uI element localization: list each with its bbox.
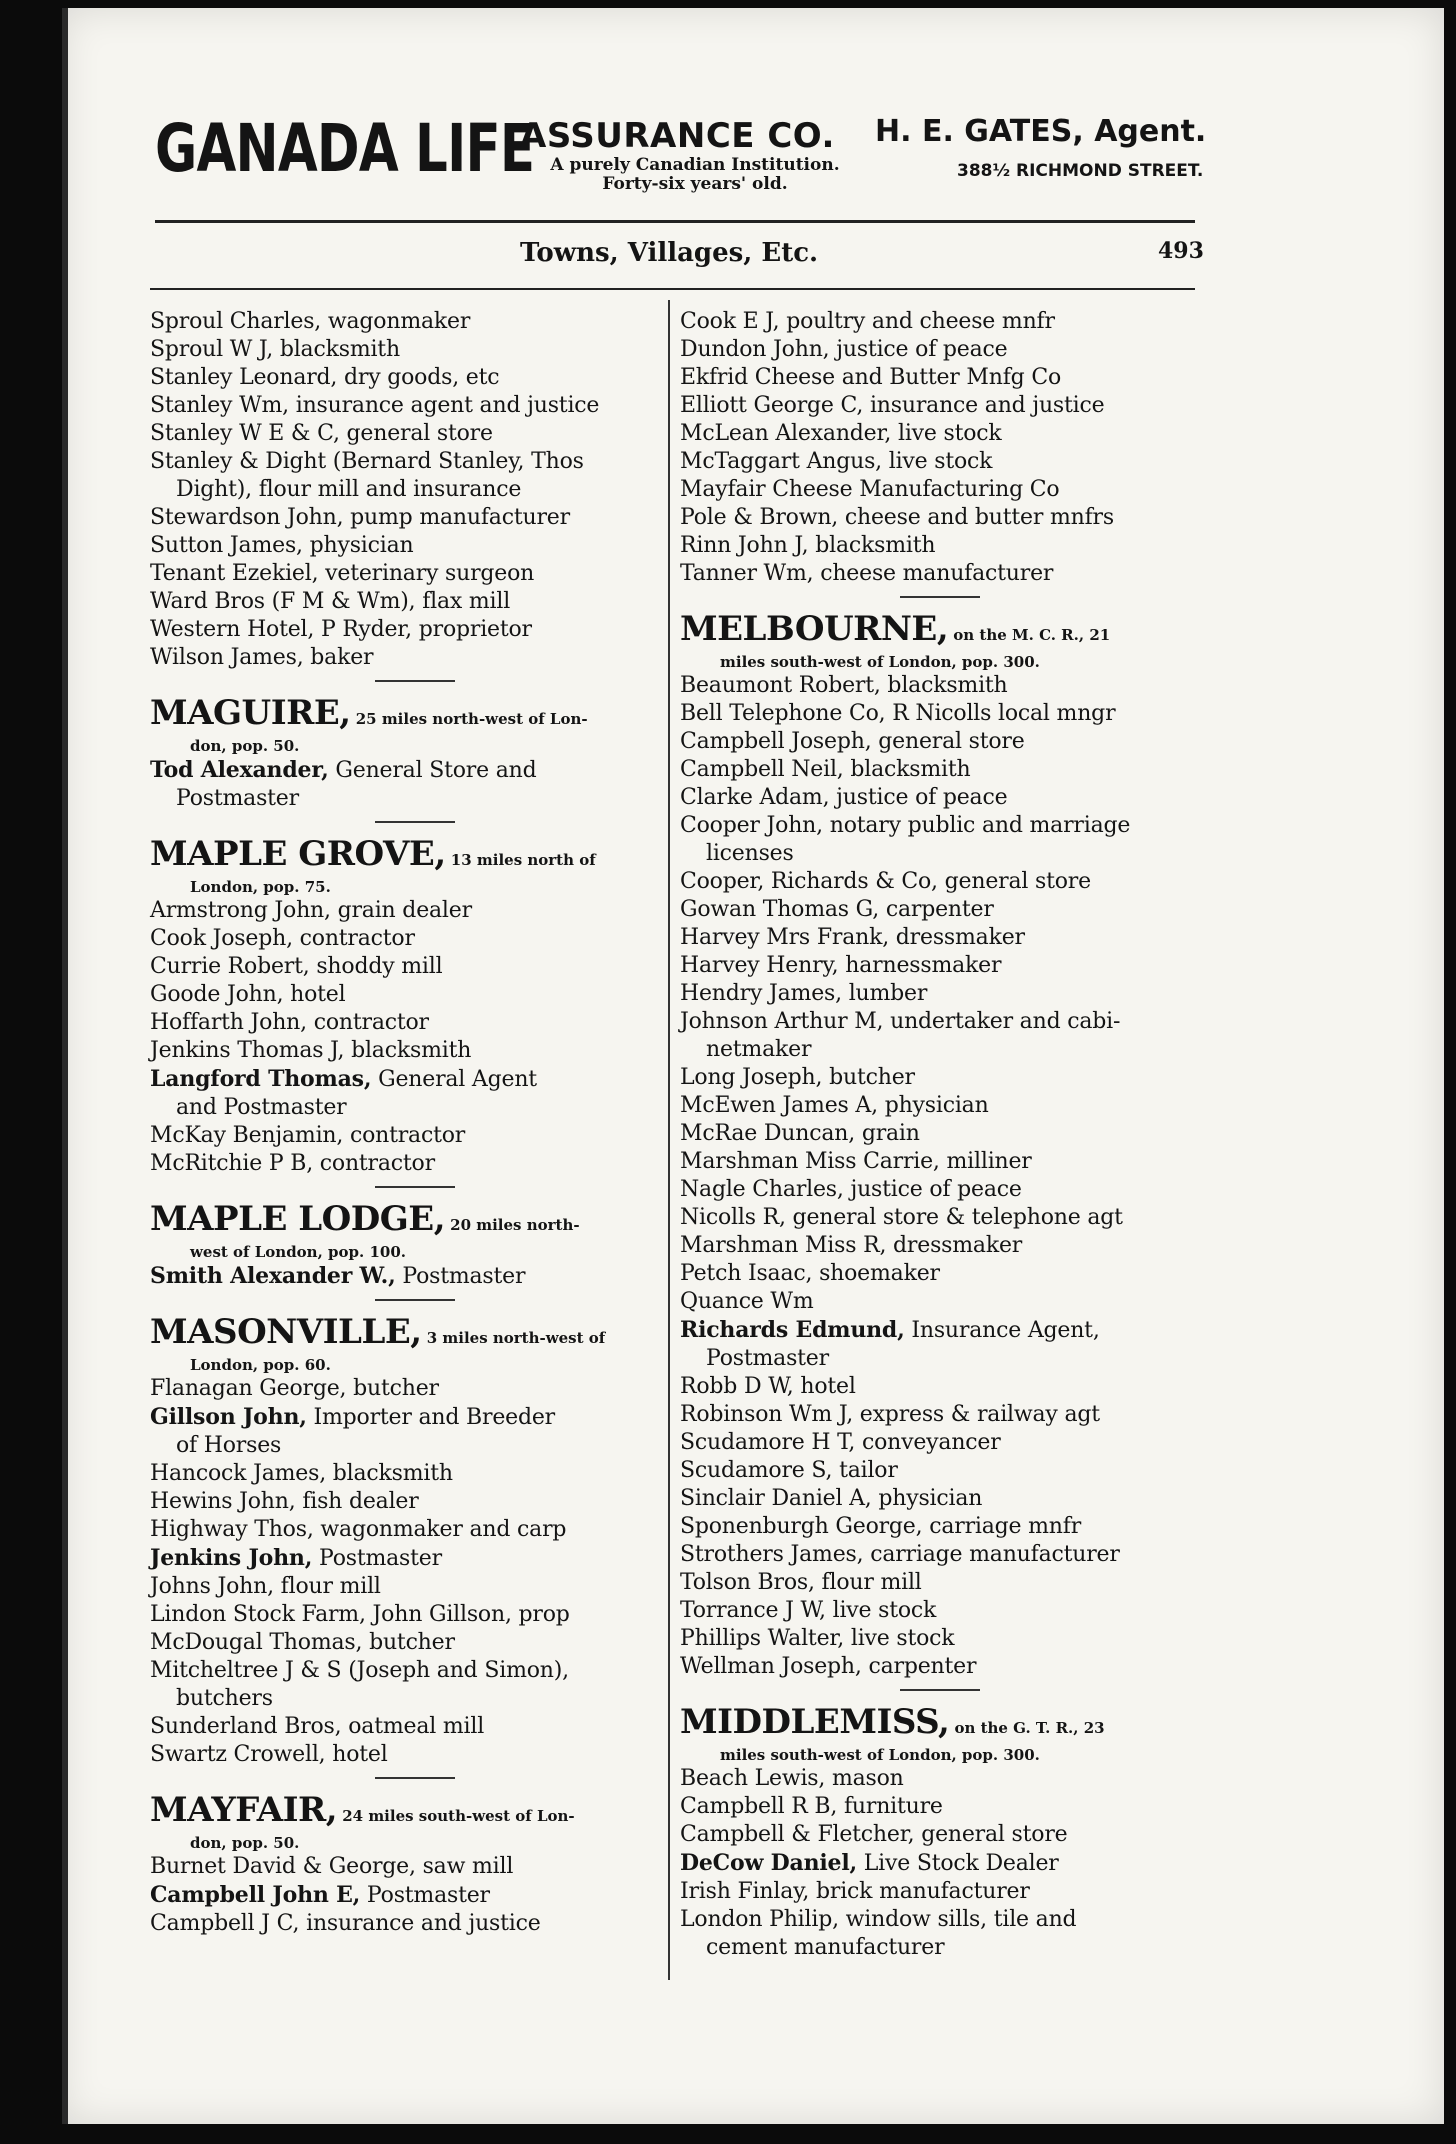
ad-company: ASSURANCE CO. [520,116,835,156]
ad-tagline-2: Forty-six years' old. [602,174,788,194]
town-description: 20 miles north- [450,1216,580,1234]
entry-text: General Agent [371,1067,537,1092]
list-item: Quance Wm [680,1289,814,1314]
town-description: 3 miles north-west of [426,1329,606,1347]
list-item: Marshman Miss R, dressmaker [680,1233,1023,1258]
list-item: McRitchie P B, contractor [150,1151,435,1176]
list-item: Hendry James, lumber [680,981,928,1006]
town-heading-mayfair [150,1790,680,1853]
town-heading-maple-lodge [150,1199,680,1262]
town-description: 25 miles north-west of Lon- [355,710,588,728]
list-item: Lindon Stock Farm, John Gillson, prop [150,1602,570,1627]
list-item: Robinson Wm J, express & railway agt [680,1402,1100,1427]
list-item: Dundon John, justice of peace [680,337,1008,362]
list-item: Clarke Adam, justice of peace [680,785,1008,810]
entry-text: Live Stock Dealer [856,1851,1059,1876]
section-rule [150,288,1195,290]
town-heading-maple-grove [150,834,680,897]
list-item: Beach Lewis, mason [680,1766,904,1791]
list-item: Phillips Walter, live stock [680,1626,955,1651]
list-item: Wilson James, baker [150,645,374,670]
list-item: McKay Benjamin, contractor [150,1123,466,1148]
town-description: on the M. C. R., 21 [953,626,1111,644]
list-item: Elliott George C, insurance and justice [680,393,1105,418]
entry-text: Insurance Agent, [904,1318,1100,1343]
list-item: Marshman Miss Carrie, milliner [680,1149,1032,1174]
list-item: Flanagan George, butcher [150,1376,439,1401]
list-item: Ekfrid Cheese and Butter Mnfg Co [680,365,1062,390]
list-item: Wellman Joseph, carpenter [680,1654,977,1679]
entry-name: Campbell John E, [150,1882,361,1908]
list-item [150,1262,680,1291]
town-name: MELBOURNE, [680,609,949,649]
entry-text: Postmaster [312,1546,442,1571]
entry-name: DeCow Daniel, [680,1850,857,1876]
town-heading-maguire [150,693,680,756]
list-item: London Philip, window sills, tile and [680,1907,1077,1932]
town-description-cont: don, pop. 50. [190,1834,300,1852]
list-item [150,1403,680,1432]
list-item: Cooper John, notary public and marriage [680,813,1131,838]
list-item [150,1544,680,1573]
separator [375,1186,455,1188]
list-item: Mitcheltree J & S (Joseph and Simon), [150,1658,569,1683]
list-item: Harvey Mrs Frank, dressmaker [680,925,1025,950]
list-item: Scudamore H T, conveyancer [680,1430,1001,1455]
page-number: 493 [1158,238,1204,264]
town-heading-masonville [150,1312,680,1375]
list-item [680,1316,1200,1345]
list-item: McTaggart Angus, live stock [680,449,993,474]
list-item: Stanley & Dight (Bernard Stanley, Thos [150,449,584,474]
list-item: Ward Bros (F M & Wm), flax mill [150,589,511,614]
running-head: Towns, Villages, Etc. [520,238,819,268]
list-item [150,756,680,785]
list-item: Scudamore S, tailor [680,1458,898,1483]
separator [375,680,455,682]
list-item: McEwen James A, physician [680,1093,989,1118]
list-item-cont: and Postmaster [176,1095,347,1120]
list-item: Campbell Joseph, general store [680,729,1025,754]
list-item: Campbell & Fletcher, general store [680,1822,1068,1847]
entry-name: Smith Alexander W., [150,1263,396,1289]
ad-agent-block [875,114,1215,181]
list-item: Sutton James, physician [150,533,414,558]
list-item: Cooper, Richards & Co, general store [680,869,1091,894]
entry-text: General Store and [328,758,537,783]
list-item: Armstrong John, grain dealer [150,898,472,923]
list-item: Irish Finlay, brick manufacturer [680,1879,1030,1904]
entry-name: Jenkins John, [150,1545,313,1571]
list-item: Jenkins Thomas J, blacksmith [150,1038,472,1063]
list-item: Nagle Charles, justice of peace [680,1177,1022,1202]
list-item: Hoffarth John, contractor [150,1010,429,1035]
list-item: McRae Duncan, grain [680,1121,920,1146]
list-item: Sunderland Bros, oatmeal mill [150,1714,485,1739]
list-item: Stanley Wm, insurance agent and justice [150,393,600,418]
separator [375,1777,455,1779]
list-item: Stanley Leonard, dry goods, etc [150,365,500,390]
list-item: Burnet David & George, saw mill [150,1854,514,1879]
entry-name: Langford Thomas, [150,1066,372,1092]
list-item [150,1065,680,1094]
list-item: Highway Thos, wagonmaker and carp [150,1517,567,1542]
list-item: Rinn John J, blacksmith [680,533,936,558]
melbourne-list [680,672,1200,1316]
town-description: 13 miles north of [450,851,596,869]
list-item-cont: licenses [706,841,794,866]
list-item: Sponenburgh George, carriage mnfr [680,1514,1082,1539]
entry-name: Tod Alexander, [150,757,329,783]
entry-text: Postmaster [360,1883,490,1908]
list-item: Robb D W, hotel [680,1374,856,1399]
list-item-cont: butchers [176,1686,273,1711]
town-name: MAGUIRE, [150,693,351,733]
list-item: Nicolls R, general store & telephone agt [680,1205,1123,1230]
separator [900,596,980,598]
list-item: Torrance J W, live stock [680,1598,937,1623]
melbourne-list-after [680,1373,1200,1681]
separator [900,1689,980,1691]
town-description-cont: London, pop. 60. [190,1356,331,1374]
list-item: Sproul Charles, wagonmaker [150,309,471,334]
list-item: Campbell Neil, blacksmith [680,757,971,782]
list-item: Johns John, flour mill [150,1574,381,1599]
entry-name: Gillson John, [150,1404,307,1430]
list-item: Stanley W E & C, general store [150,421,493,446]
right-column [680,308,1200,1962]
ad-address: 388½ RICHMOND STREET. [957,161,1204,181]
list-item-cont: Postmaster [176,786,299,811]
town-description-cont: don, pop. 50. [190,737,300,755]
list-item: Tanner Wm, cheese manufacturer [680,561,1054,586]
maple-grove-list-after [150,1122,680,1178]
header-rule [155,220,1195,223]
town-name: MASONVILLE, [150,1312,422,1352]
ad-title: GANADA LIFE [155,110,535,187]
list-item-cont: netmaker [706,1037,812,1062]
list-item: Hewins John, fish dealer [150,1489,419,1514]
list-item: Currie Robert, shoddy mill [150,954,443,979]
list-item: Bell Telephone Co, R Nicolls local mngr [680,701,1116,726]
advertisement-banner [155,110,1207,220]
town-name: MAPLE GROVE, [150,834,446,874]
list-item: Beaumont Robert, blacksmith [680,673,1008,698]
ad-agent: H. E. GATES, Agent. [875,114,1207,149]
list-item: Sproul W J, blacksmith [150,337,400,362]
list-item: McLean Alexander, live stock [680,421,1002,446]
list-item [150,1881,680,1910]
town-name: MAYFAIR, [150,1790,338,1830]
separator [375,1299,455,1301]
list-item: Campbell J C, insurance and justice [150,1911,541,1936]
town-description-cont: miles south-west of London, pop. 300. [720,1746,1040,1764]
list-item: Western Hotel, P Ryder, proprietor [150,617,532,642]
list-item: Goode John, hotel [150,982,346,1007]
town-description: on the G. T. R., 23 [954,1719,1105,1737]
list-item: Swartz Crowell, hotel [150,1742,388,1767]
list-item: Long Joseph, butcher [680,1065,915,1090]
list-item: Tenant Ezekiel, veterinary surgeon [150,561,535,586]
list-item: Gowan Thomas G, carpenter [680,897,994,922]
town-description-cont: west of London, pop. 100. [190,1243,406,1261]
town-name: MIDDLEMISS, [680,1702,950,1742]
list-item: Strothers James, carriage manufacturer [680,1542,1120,1567]
list-item-cont: of Horses [176,1433,282,1458]
list-item: McDougal Thomas, butcher [150,1630,455,1655]
list-item: Stewardson John, pump manufacturer [150,505,570,530]
separator [375,821,455,823]
list-item: Mayfair Cheese Manufacturing Co [680,477,1060,502]
town-description-cont: London, pop. 75. [190,878,331,896]
list-item: Petch Isaac, shoemaker [680,1261,940,1286]
list-item: Pole & Brown, cheese and butter mnfrs [680,505,1114,530]
entries-top-left [150,308,680,672]
entry-text: Postmaster [395,1264,526,1289]
list-item: Cook E J, poultry and cheese mnfr [680,309,1055,334]
list-item: Johnson Arthur M, undertaker and cabi- [680,1009,1121,1034]
list-item [680,1849,1200,1878]
list-item: Sinclair Daniel A, physician [680,1486,983,1511]
list-item: Cook Joseph, contractor [150,926,415,951]
list-item-cont: cement manufacturer [706,1935,945,1960]
town-name: MAPLE LODGE, [150,1199,446,1239]
list-item: Harvey Henry, harnessmaker [680,953,1002,978]
list-item-cont: Postmaster [706,1346,829,1371]
town-description: 24 miles south-west of Lon- [342,1807,575,1825]
list-item: Hancock James, blacksmith [150,1461,453,1486]
entry-name: Richards Edmund, [680,1317,905,1343]
town-heading-middlemiss [680,1702,1200,1765]
binding-gutter [62,8,68,2124]
entries-top-right [680,308,1200,588]
town-description-cont: miles south-west of London, pop. 300. [720,653,1040,671]
list-item: Campbell R B, furniture [680,1794,943,1819]
entry-text: Importer and Breeder [306,1405,555,1430]
list-item: Dight), flour mill and insurance [176,477,522,502]
left-column [150,308,680,1938]
maple-grove-list [150,897,680,1065]
ad-tagline-1: A purely Canadian Institution. [550,155,840,175]
town-heading-melbourne [680,609,1200,672]
list-item: Tolson Bros, flour mill [680,1570,922,1595]
